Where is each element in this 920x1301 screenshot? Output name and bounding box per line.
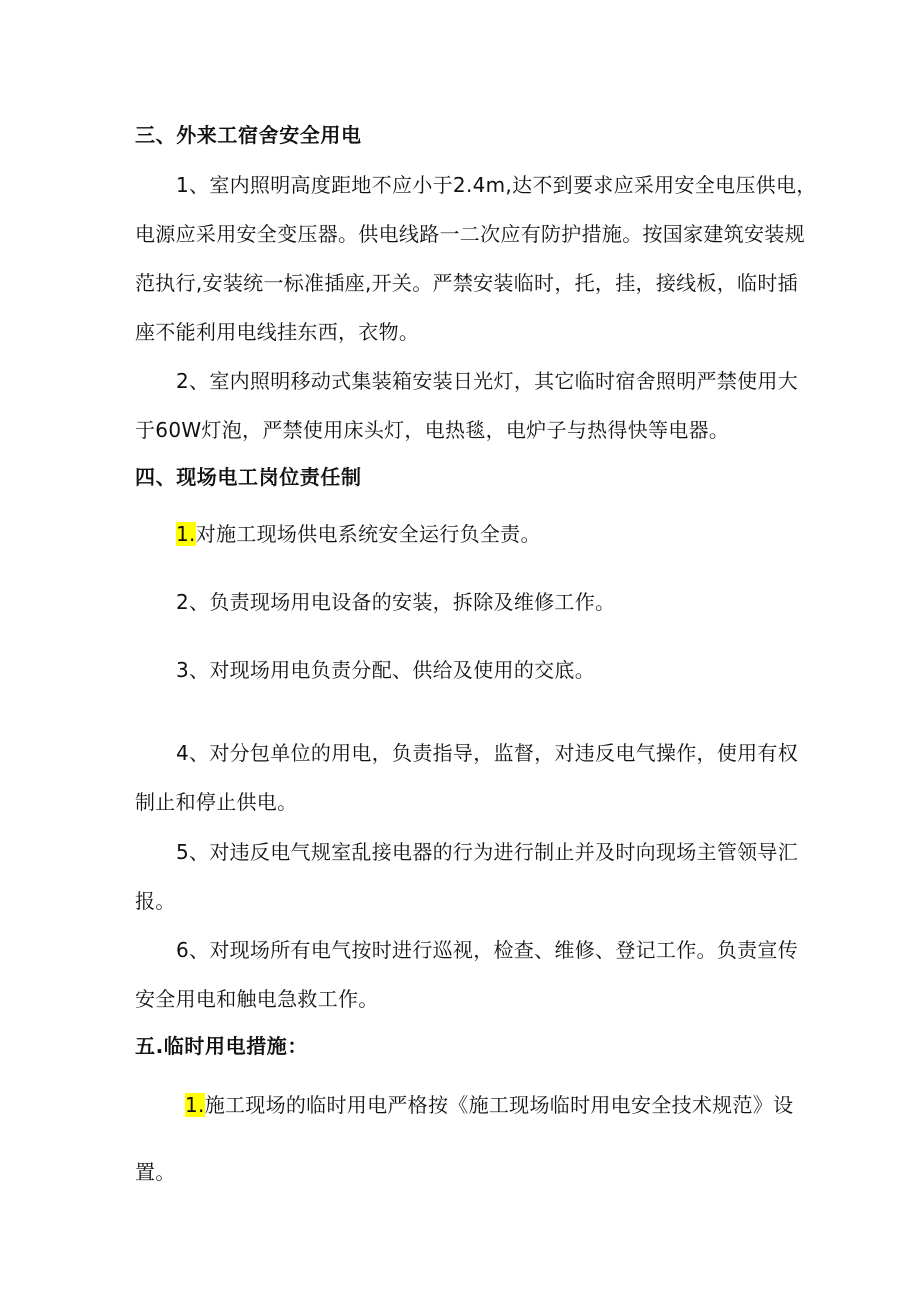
paragraph-line	[185, 1090, 845, 1120]
section-heading-4: 四、现场电工岗位责任制	[135, 465, 362, 489]
paragraph-line: 3、对现场用电负责分配、供给及使用的交底。	[176, 658, 596, 682]
paragraph-line: 安全用电和触电急救工作。	[135, 987, 379, 1011]
paragraph-line: 2、负责现场用电设备的安装，拆除及维修工作。	[176, 590, 616, 614]
paragraph-line: 座不能利用电线挂东西，衣物。	[135, 320, 420, 344]
paragraph-line	[176, 519, 836, 549]
paragraph-text: 施工现场的临时用电严格按《施工现场临时用电安全技术规范》设	[204, 1093, 794, 1117]
paragraph-line: 置。	[135, 1160, 176, 1184]
paragraph-line: 1、室内照明高度距地不应小于2.4m,达不到要求应采用安全电压供电，	[176, 173, 817, 197]
paragraph-line: 2、室内照明移动式集装箱安装日光灯，其它临时宿舍照明严禁使用大	[176, 369, 799, 393]
paragraph-line: 范执行,安装统一标准插座,开关。严禁安装临时，托，挂，接线板，临时插	[135, 271, 798, 295]
highlighted-number: 1.	[176, 522, 196, 546]
paragraph-line: 4、对分包单位的用电，负责指导，监督，对违反电气操作，使用有权	[176, 741, 799, 765]
paragraph-line: 电源应采用安全变压器。供电线路一二次应有防护措施。按国家建筑安装规	[135, 222, 805, 246]
section-heading-3: 三、外来工宿舍安全用电	[135, 123, 362, 147]
paragraph-line: 报。	[135, 889, 176, 913]
paragraph-line: 于60W灯泡，严禁使用床头灯，电热毯，电炉子与热得快等电器。	[135, 418, 730, 442]
paragraph-line: 6、对现场所有电气按时进行巡视，检查、维修、登记工作。负责宣传	[176, 938, 799, 962]
paragraph-line: 5、对违反电气规室乱接电器的行为进行制止并及时向现场主管领导汇	[176, 840, 799, 864]
paragraph-line: 制止和停止供电。	[135, 790, 298, 814]
section-heading-5: 五.临时用电措施：	[135, 1034, 308, 1058]
highlighted-number: 1.	[185, 1093, 205, 1117]
paragraph-text: 对施工现场供电系统安全运行负全责。	[195, 522, 541, 546]
